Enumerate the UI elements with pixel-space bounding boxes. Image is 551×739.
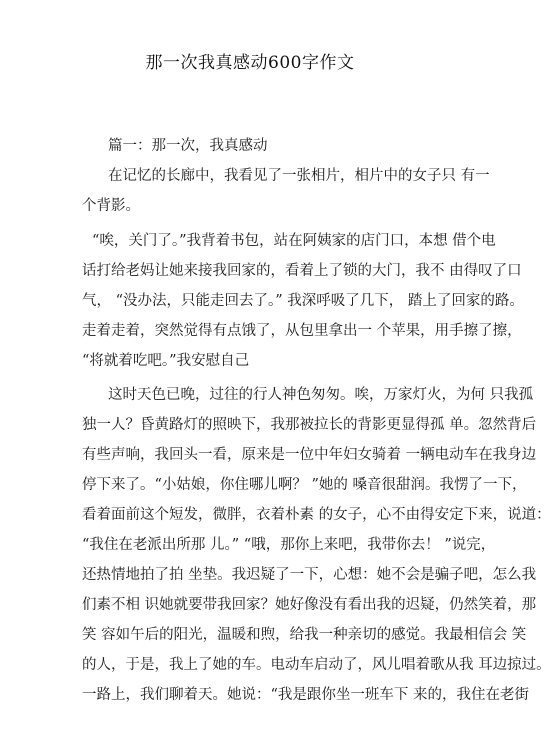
paragraph-line: 有些声响，我回头一看，原来是一位中年妇女骑着 一辆电动车在我身边 (82, 447, 537, 463)
paragraph-line: 一路上，我们聊着天。她说：“我是跟你坐一班车下 来的，我住在老街 (82, 687, 530, 703)
paragraph-line: 在记忆的长廊中，我看见了一张相片，相片中的女子只 有一 (108, 168, 490, 184)
paragraph-line: 看着面前这个短发，微胖，衣着朴素 的女子，心不由得安定下来，说道： (82, 507, 551, 523)
paragraph-line: 还热情地拍了拍 坐垫。我迟疑了一下，心想：她不会是骗子吧，怎么我 (82, 567, 537, 583)
paragraph-line: 独一人？昏黄路灯的照映下，我那被拉长的背影更显得孤 单。忽然背后 (82, 417, 537, 433)
section-heading: 篇一：那一次，我真感动 (108, 138, 268, 154)
paragraph-line: 笑 容如午后的阳光，温暖和煦，给我一种亲切的感觉。我最相信会 笑 (82, 627, 527, 643)
paragraph-line: 这时天色已晚，过往的行人神色匆匆。唉，万家灯火，为何 只我孤 (108, 387, 534, 403)
paragraph-line: “唉，关门了。”我背着书包，站在阿姨家的店门口，本想 借个电 (92, 233, 496, 249)
paragraph-line: 个背影。 (82, 198, 140, 214)
paragraph-line: “我住在老派出所那 儿。” “哦，那你上来吧，我带你去！ ”说完， (82, 537, 496, 553)
paragraph-line: “将就着吃吧。”我安慰自己 (82, 353, 250, 369)
paragraph-line: 走着走着，突然觉得有点饿了，从包里拿出一 个苹果，用手擦了擦， (82, 323, 522, 339)
paragraph-line: 的人，于是，我上了她的车。电动车启动了，风儿唱着歌从我 耳边掠过。 (82, 657, 551, 673)
paragraph-line: 停下来了。“小姑娘，你住哪儿啊？ ”她的 嗓音很甜润。我愣了一下， (82, 477, 527, 493)
paragraph-line: 们素不相 识她就要带我回家？她好像没有看出我的迟疑，仍然笑着，那 (82, 597, 537, 613)
paragraph-line: 话打给老妈让她来接我回家的，看着上了锁的大门，我不 由得叹了口 (82, 263, 522, 279)
paragraph-line: 气， “没办法，只能走回去了。” 我深呼吸了几下， 踏上了回家的路。 (82, 293, 524, 309)
document-title: 那一次我真感动600字作文 (145, 53, 355, 73)
